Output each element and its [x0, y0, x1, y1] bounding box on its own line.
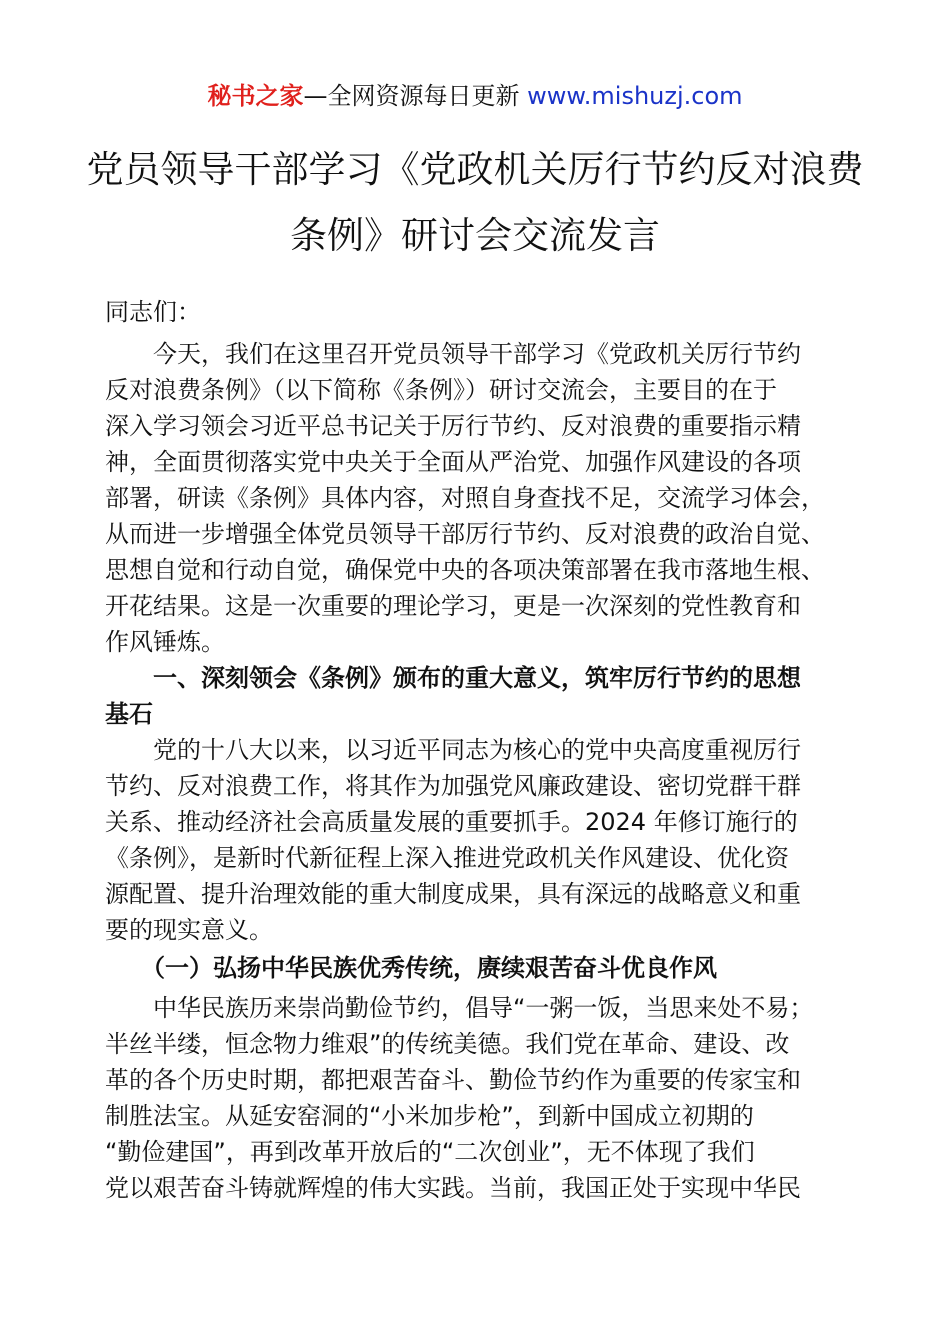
section-heading-line: 一、深刻领会《条例》颁布的重大意义，筑牢厉行节约的思想	[105, 664, 801, 692]
intro-line: 从而进一步增强全体党员领导干部厉行节约、反对浪费的政治自觉、	[105, 520, 825, 548]
intro-line: 作风锤炼。	[105, 628, 225, 656]
document-title-line-1: 党员领导干部学习《党政机关厉行节约反对浪费	[86, 148, 864, 191]
paragraph-line: 节约、反对浪费工作，将其作为加强党风廉政建设、密切党群干群	[105, 772, 801, 800]
paragraph-line: “勤俭建国”，再到改革开放后的“二次创业”，无不体现了我们	[105, 1138, 755, 1166]
paragraph-line: 制胜法宝。从延安窑洞的“小米加步枪”，到新中国成立初期的	[105, 1102, 754, 1130]
intro-line: 部署，研读《条例》具体内容，对照自身查找不足，交流学习体会，	[105, 484, 825, 512]
site-url[interactable]: www.mishuzj.com	[527, 82, 743, 110]
header-tagline: —全网资源每日更新	[303, 82, 528, 110]
brand-name: 秘书之家	[207, 82, 304, 110]
intro-line: 反对浪费条例》（以下简称《条例》）研讨交流会，主要目的在于	[105, 376, 777, 404]
paragraph-line: 源配置、提升治理效能的重大制度成果，具有深远的战略意义和重	[105, 880, 801, 908]
document-title-line-2: 条例》研讨会交流发言	[290, 214, 660, 257]
paragraph-line: 中华民族历来崇尚勤俭节约，倡导“一粥一饭，当思来处不易；	[105, 994, 814, 1022]
paragraph-line: 半丝半缕，恒念物力维艰”的传统美德。我们党在革命、建设、改	[105, 1030, 790, 1058]
paragraph-line: 革的各个历史时期，都把艰苦奋斗、勤俭节约作为重要的传家宝和	[105, 1066, 801, 1094]
intro-line: 深入学习领会习近平总书记关于厉行节约、反对浪费的重要指示精	[105, 412, 801, 440]
intro-line: 思想自觉和行动自觉，确保党中央的各项决策部署在我市落地生根、	[105, 556, 825, 584]
site-header	[0, 80, 950, 112]
subsection-heading: （一）弘扬中华民族优秀传统，赓续艰苦奋斗优良作风	[105, 954, 717, 982]
paragraph-line: 《条例》，是新时代新征程上深入推进党政机关作风建设、优化资	[105, 844, 789, 872]
paragraph-line: 关系、推动经济社会高质量发展的重要抓手。2024 年修订施行的	[105, 808, 798, 836]
intro-line: 神，全面贯彻落实党中央关于全面从严治党、加强作风建设的各项	[105, 448, 801, 476]
intro-line: 今天，我们在这里召开党员领导干部学习《党政机关厉行节约	[105, 340, 801, 368]
section-heading-line: 基石	[105, 700, 153, 728]
salutation: 同志们：	[105, 298, 201, 326]
paragraph-line: 党以艰苦奋斗铸就辉煌的伟大实践。当前，我国正处于实现中华民	[105, 1174, 801, 1202]
paragraph-line: 党的十八大以来，以习近平同志为核心的党中央高度重视厉行	[105, 736, 801, 764]
intro-line: 开花结果。这是一次重要的理论学习，更是一次深刻的党性教育和	[105, 592, 801, 620]
paragraph-line: 要的现实意义。	[105, 916, 273, 944]
